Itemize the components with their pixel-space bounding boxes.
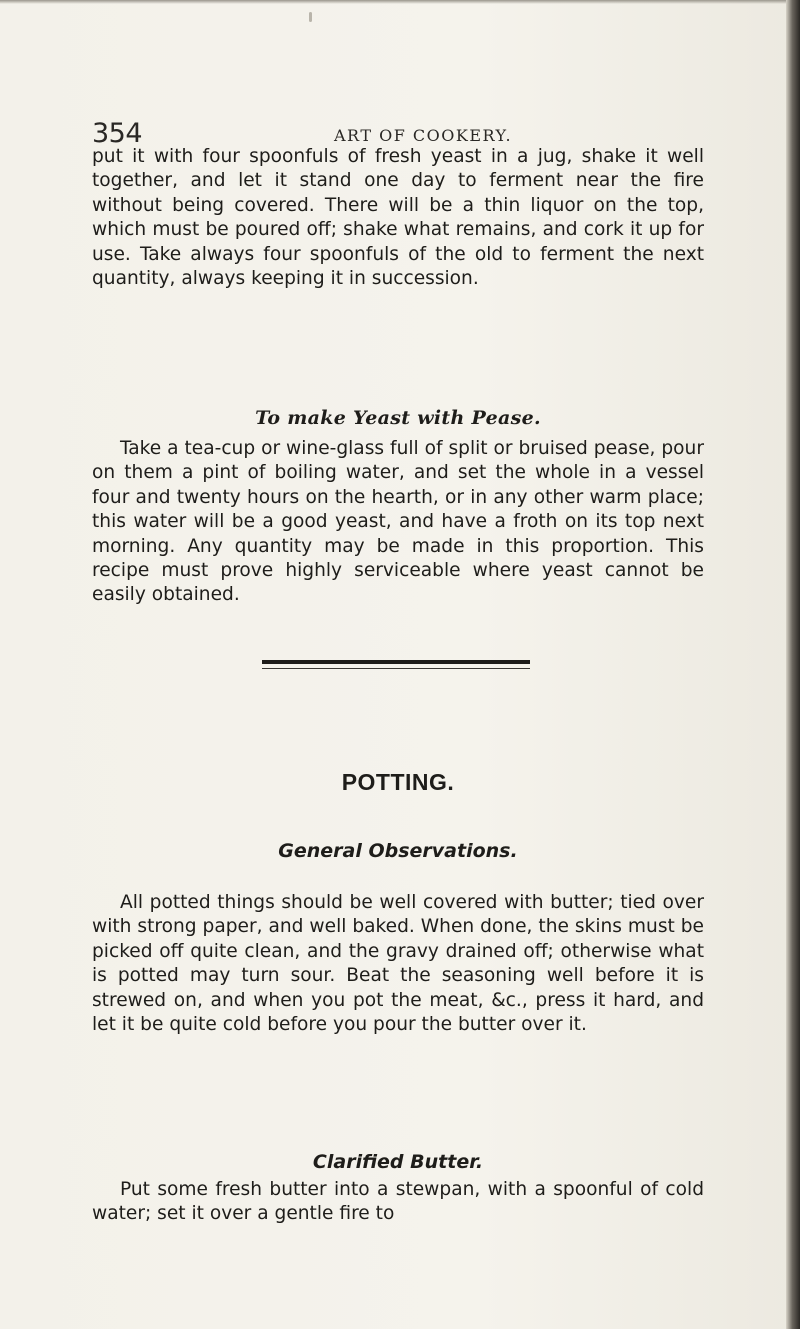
page-top-edge <box>0 0 800 4</box>
section-title-potting: POTTING. <box>341 769 455 795</box>
paragraph-general-observations: All potted things should be well covered with butter; tied over with strong paper, and well baked. When done, the skins must be picked off quite clean, and the gravy drained off; otherwise what is potted may turn sour. Beat the seasoning well before it is strewed on, and when you pot the meat, &c., press it hard, and let it be quite cold before you pour the butter over it. <box>92 892 704 1036</box>
heading-general-observations: General Observations. <box>278 840 518 862</box>
paragraph-yeast-with-pease: Take a tea-cup or wine-glass full of split or bruised pease, pour on them a pint of boiling water, and set the whole in a vessel four and twenty hours on the hearth, or in any other warm place; this water will be a good yeast, and have a froth on its top next morning. Any quantity may be made in this proportion. This recipe must prove highly serviceable where yeast cannot be easily obtained. <box>92 438 704 606</box>
page-binding-edge <box>786 0 800 1329</box>
page-number: 354 <box>92 118 143 149</box>
paragraph-clarified-butter: Put some fresh butter into a stewpan, with a spoonful of cold water; set it over a gentle fire to <box>92 1179 704 1225</box>
heading-clarified-butter: Clarified Butter. <box>312 1151 484 1173</box>
heading-yeast-with-pease: To make Yeast with Pease. <box>255 407 541 429</box>
paragraph-yeast-continued: put it with four spoonfuls of fresh yeast in a jug, shake it well together, and let it stand one day to ferment near the fire without being covered. There will be a thin liquor on the top, which must be poured off; shake what remains, and cork it up for use. Take always four spoonfuls of the old to ferment the next quantity, always keeping it in succession. <box>92 146 704 290</box>
running-head: ART OF COOKERY. <box>334 126 513 145</box>
page-speck <box>309 12 312 22</box>
section-divider-thick <box>262 660 530 664</box>
section-divider-thin <box>262 668 530 669</box>
